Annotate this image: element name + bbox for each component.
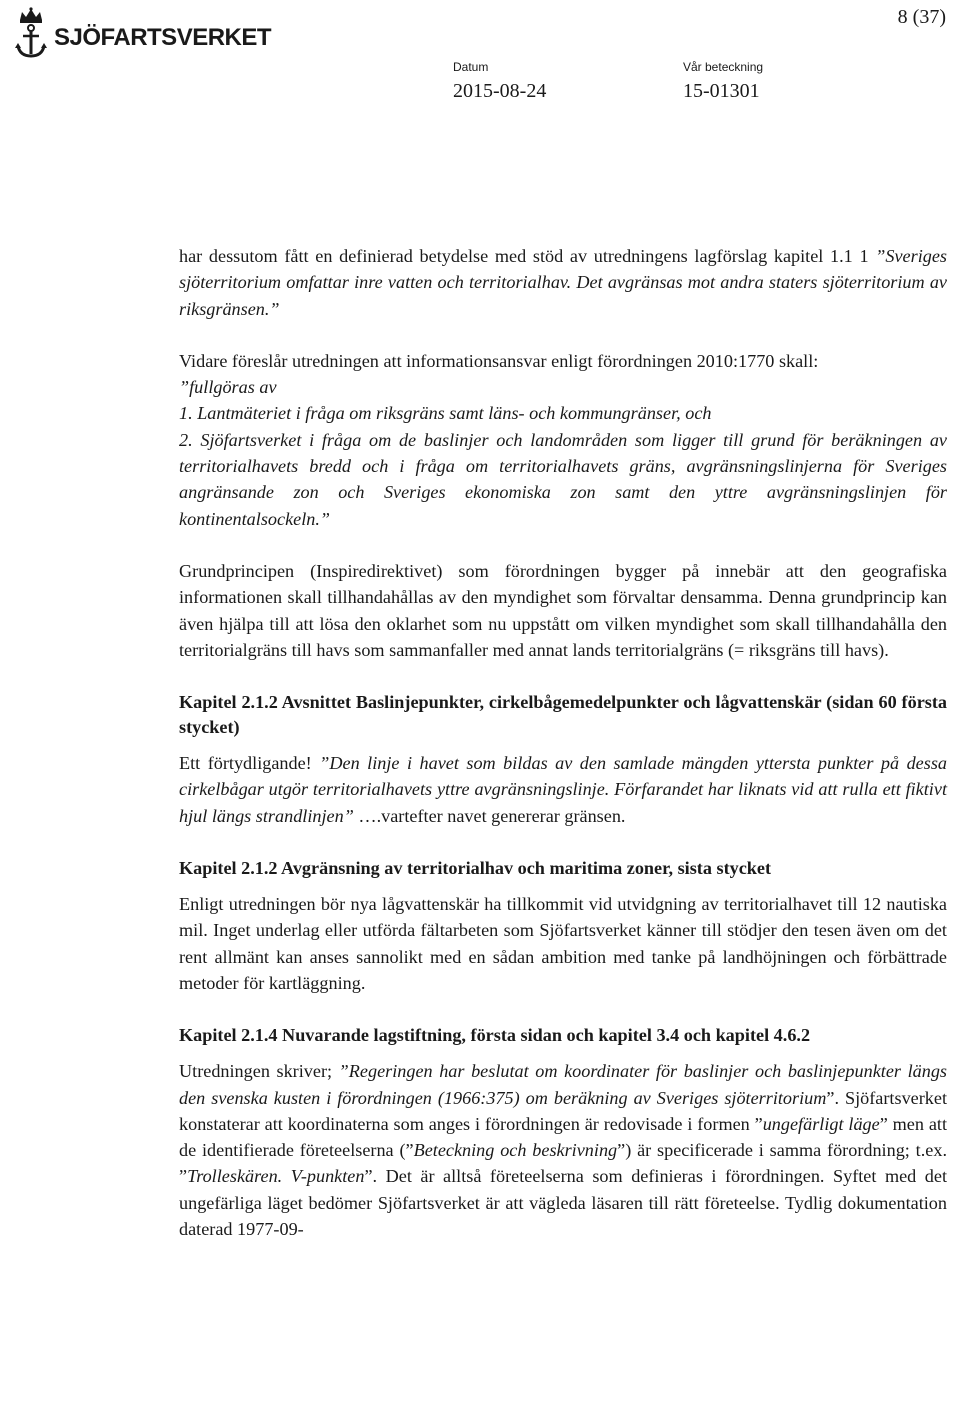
reference-block: [683, 60, 763, 103]
quote-item-1: 1. Lantmäteriet i fråga om riksgräns samt läns- och kommungränser, och: [179, 403, 712, 424]
quote-segment: Beteckning och beskrivning: [413, 1140, 618, 1161]
heading-kapitel-2-1-2-baslinjepunkter: Kapitel 2.1.2 Avsnittet Baslinjepunkter, cirkelbågemedelpunkter och lågvattenskär (sidan 60 första stycket): [179, 692, 947, 738]
paragraph-utredningen-skriver: [179, 1058, 947, 1242]
sjofartsverket-logo: [12, 4, 271, 62]
reference-value: 15-01301: [683, 80, 760, 102]
date-block: [453, 60, 546, 103]
text-segment: Utredningen skriver;: [179, 1061, 339, 1082]
date-value: 2015-08-24: [453, 80, 547, 102]
quote-segment: ”Regeringen har beslutat om koordinater för baslinjer och baslinjepunkter längs den svenska kusten i förordningen (1966:375) om beräkning av Sveriges sjöterritorium: [179, 1061, 947, 1108]
fortydligande-text: Ett förtydligande!: [179, 753, 312, 774]
paragraph-informationsansvar: [179, 348, 947, 532]
quote-segment: ungefärligt läge: [762, 1113, 880, 1134]
paragraph-lagvattenskar: Enligt utredningen bör nya lågvattenskär ha tillkommit vid utvidgning av territorialhavet till 12 nautiska mil. Inget underlag eller utförda fältarbeten som Sjöfartsverket känner till stödjer den tesen även om det rent allmänt kan anses sannolikt med en sådan ambition med tanke på landhöjningen och förbättrade metoder för kartläggning.: [179, 894, 947, 993]
text-segment: ”. Det är alltså företeelserna som definieras i förordningen. Syftet med det ungefärliga läget bedömer Sjöfartsverket är att vägleda läsaren till rätt företeelse. Tydlig dokumentation daterad 1977-09-: [179, 1166, 947, 1240]
informationsansvar-text: Vidare föreslår utredningen att informationsansvar enligt förordningen 2010:1770 skall:: [179, 350, 819, 371]
heading-kapitel-2-1-2-avgransning: Kapitel 2.1.2 Avgränsning av territorialhav och maritima zoner, sista stycket: [179, 858, 772, 879]
paragraph-intro: [179, 243, 947, 322]
text-segment: ”) är specificerade i samma förordning; t.ex. ”: [179, 1140, 947, 1187]
reference-label: Vår beteckning: [683, 60, 764, 74]
crown-anchor-icon: [12, 6, 50, 60]
fortydligande-tail: ….vartefter navet genererar gränsen.: [358, 805, 626, 826]
document-body: [179, 243, 947, 1242]
text-segment: ” men att de identifierade företeelserna (”: [179, 1113, 947, 1161]
paragraph-grundprincipen: Grundprincipen (Inspiredirektivet) som förordningen bygger på innebär att den geografiska informationen skall tillhandahållas av den myndighet som förvaltar densamma. Denna grundprincip kan även hjälpa till att lösa den oklarhet som nu uppstått om vilken myndighet som skall tillhandahålla den territorialgräns till havs som sammanfaller med annat lands territorialgräns (= riksgräns till havs).: [179, 560, 947, 660]
logo-wordmark: SJÖFARTSVERKET: [54, 24, 272, 51]
intro-quote: ”Sveriges sjöterritorium omfattar inre vatten och territorialhav. Det avgränsas mot andra staters sjöterritorium av riksgränsen.”: [179, 246, 947, 319]
quote-segment: Trolleskären. V-punkten: [187, 1166, 365, 1187]
heading-kapitel-2-1-4: Kapitel 2.1.4 Nuvarande lagstiftning, första sidan och kapitel 3.4 och kapitel 4.6.2: [179, 1025, 811, 1046]
quote-item-2: 2. Sjöfartsverket i fråga om de baslinjer och landområden som ligger till grund för beräkningen av territorialhavets bredd och i fråga om territorialhavets gräns, avgränsningslinjerna för Sveriges angränsande zon och Sveriges ekonomiska zon samt den yttre avgränsningslinjen för kontinentalsockeln.”: [179, 429, 947, 529]
intro-text: har dessutom fått en definierad betydelse med stöd av utredningens lagförslag kapitel 1.1 1: [179, 246, 869, 266]
date-label: Datum: [453, 60, 489, 74]
fortydligande-quote: ”Den linje i havet som bildas av den samlade mängden yttersta punkter på dessa cirkelbågar utgör territorialhavets yttre avgränsningslinje. Förfarandet har liknats vid att rulla ett fiktivt hjul längs strandlinjen”: [179, 753, 948, 826]
quote-fullgoras: ”fullgöras av: [179, 377, 277, 398]
paragraph-fortydligande: [179, 750, 947, 829]
page-number: 8 (37): [897, 6, 946, 28]
text-segment: ”. Sjöfartsverket konstaterar att koordinaterna som anges i förordningen är redovisade i formen ”: [179, 1087, 948, 1134]
